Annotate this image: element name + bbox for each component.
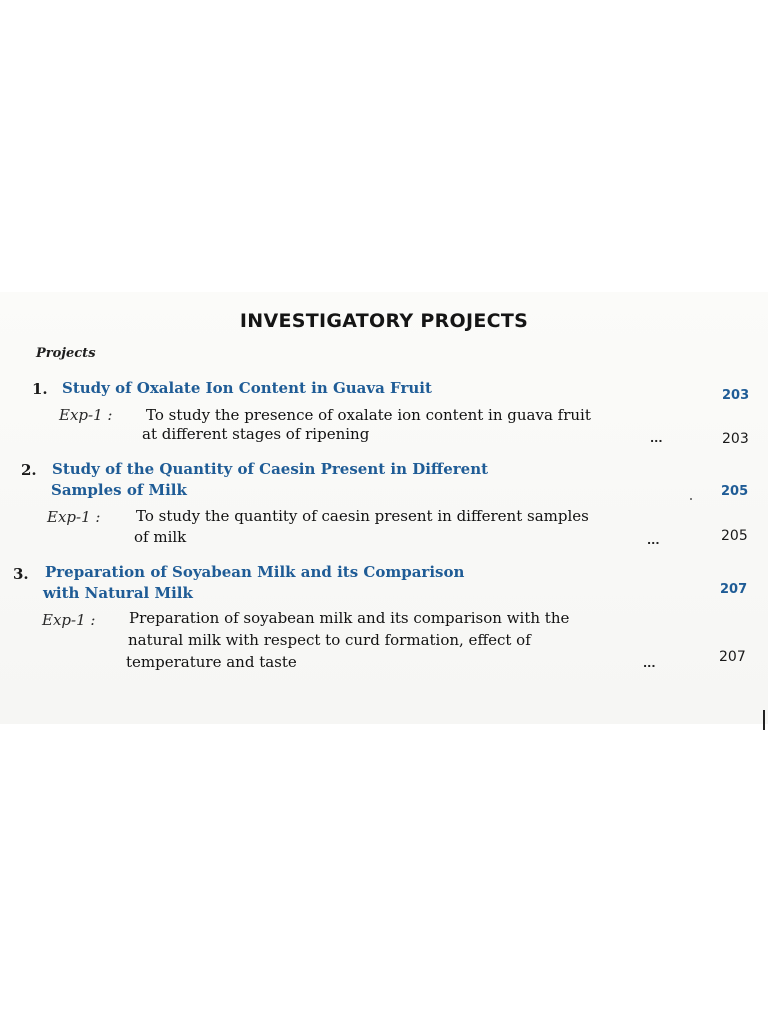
experiment-label: Exp-1 : (59, 406, 113, 424)
experiment-label: Exp-1 : (47, 508, 101, 526)
leader-dots: ... (643, 657, 656, 670)
project-page-number[interactable]: 205 (721, 484, 749, 499)
experiment-text-line: Preparation of soyabean milk and its comparison with the (129, 609, 570, 627)
experiment-text-line: To study the quantity of caesin present in different samples (136, 507, 589, 525)
experiment-text-line: temperature and taste (126, 653, 297, 671)
experiment-page-number[interactable]: 205 (721, 528, 748, 544)
experiment-page-number[interactable]: 203 (722, 431, 749, 447)
experiment-label: Exp-1 : (42, 611, 96, 629)
page-title: INVESTIGATORY PROJECTS (239, 310, 529, 332)
project-title-line[interactable]: Study of Oxalate Ion Content in Guava Fruit (62, 379, 432, 397)
experiment-page-number[interactable]: 207 (719, 649, 746, 665)
leader-dots: ... (647, 534, 660, 547)
project-title-line[interactable]: Study of the Quantity of Caesin Present in Different (52, 460, 489, 478)
experiment-text-line: at different stages of ripening (142, 425, 370, 443)
page-edge-mark (763, 710, 765, 730)
project-title-line[interactable]: Samples of Milk (51, 481, 187, 499)
experiment-text-line: natural milk with respect to curd formation, effect of (128, 631, 531, 649)
project-title-line[interactable]: Preparation of Soyabean Milk and its Comparison (45, 563, 465, 581)
leader-dots: ... (650, 432, 663, 445)
experiment-text-line: To study the presence of oxalate ion content in guava fruit (146, 406, 591, 424)
section-label: Projects (36, 346, 96, 361)
project-page-number[interactable]: 203 (722, 388, 750, 403)
project-number: 2. (21, 461, 37, 479)
paper-speck (690, 498, 692, 500)
experiment-text-line: of milk (134, 528, 187, 546)
project-number: 1. (32, 380, 48, 398)
project-title-line[interactable]: with Natural Milk (43, 584, 193, 602)
project-number: 3. (13, 565, 29, 583)
project-page-number[interactable]: 207 (720, 582, 748, 597)
